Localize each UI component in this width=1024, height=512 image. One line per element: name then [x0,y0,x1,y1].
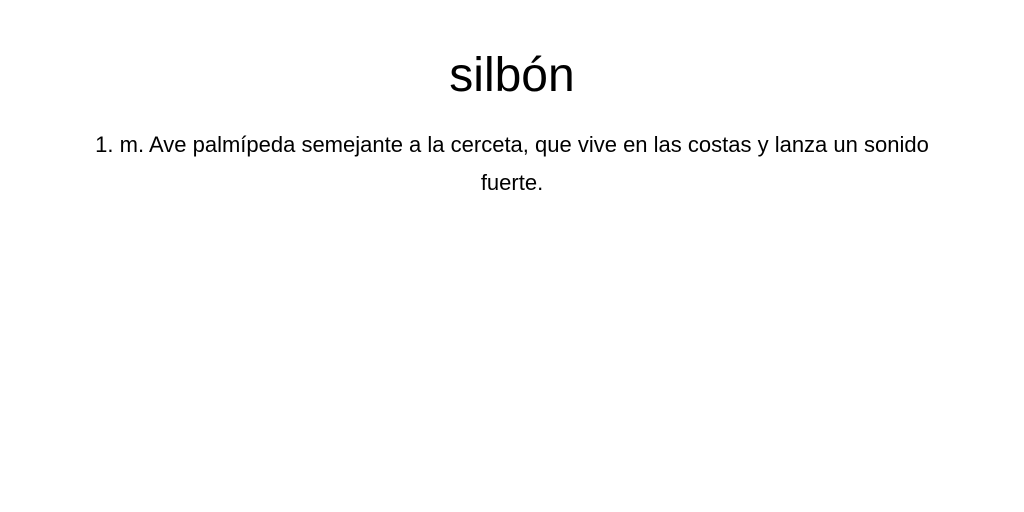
headword: silbón [449,49,575,102]
definition-text: 1. m. Ave palmípeda semejante a la cerceta, que vive en las costas y lanza un sonido fuerte. [95,132,929,195]
